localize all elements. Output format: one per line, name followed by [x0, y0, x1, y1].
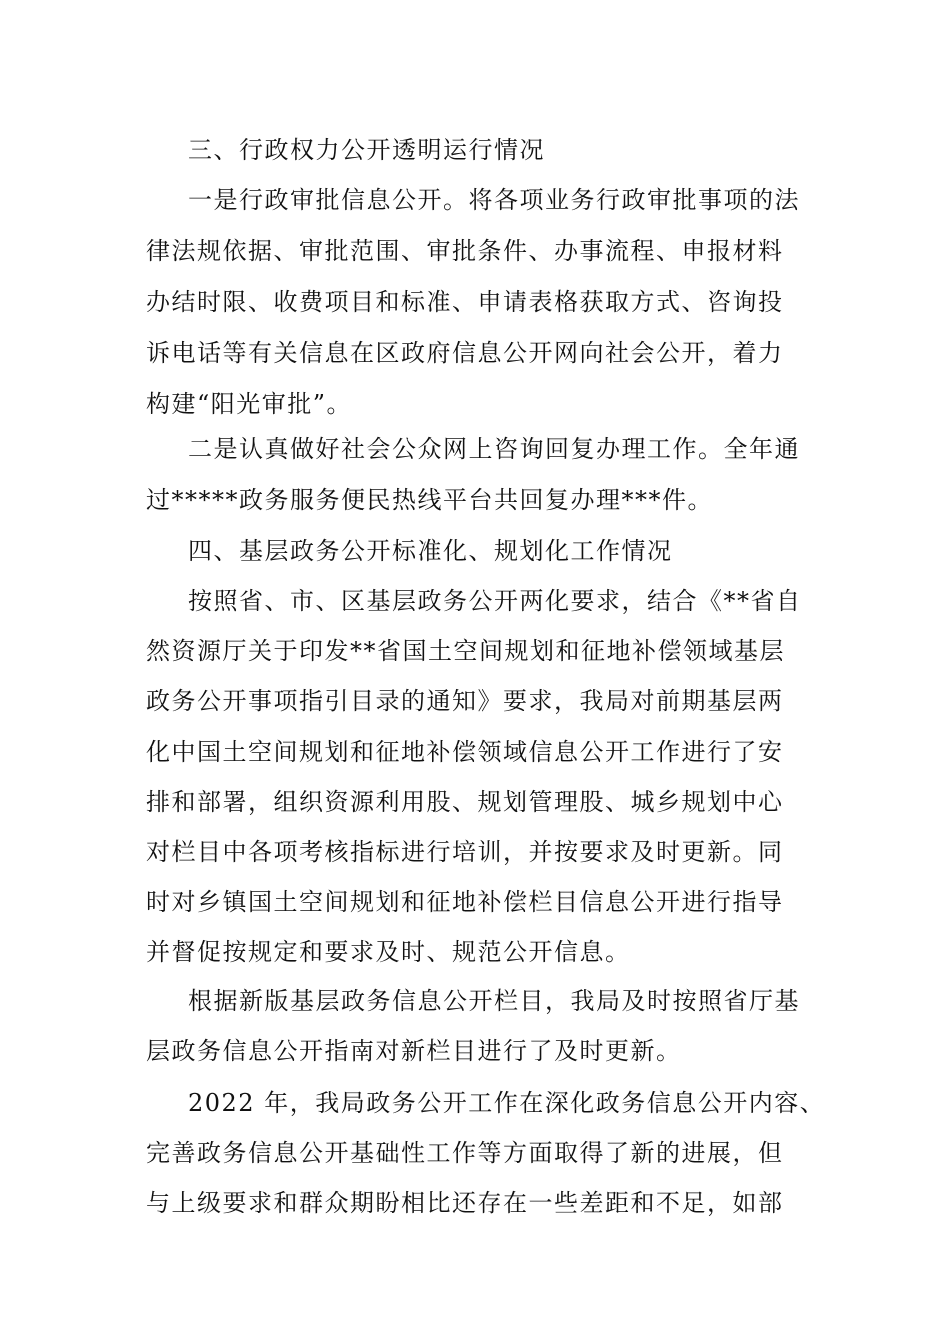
paragraph-line: 化中国土空间规划和征地补偿领域信息公开工作进行了安 — [146, 738, 784, 766]
paragraph-line: 一是行政审批信息公开。将各项业务行政审批事项的法 — [188, 186, 800, 214]
paragraph-line: 对栏目中各项考核指标进行培训，并按要求及时更新。同 — [146, 838, 784, 866]
paragraph-line: 完善政务信息公开基础性工作等方面取得了新的进展，但 — [146, 1139, 784, 1167]
paragraph-line: 律法规依据、审批范围、审批条件、办事流程、申报材料 — [146, 237, 784, 265]
paragraph-line: 时对乡镇国土空间规划和征地补偿栏目信息公开进行指导 — [146, 888, 784, 916]
paragraph-line: 构建“阳光审批”。 — [146, 390, 353, 418]
paragraph-line: 二是认真做好社会公众网上咨询回复办理工作。全年通 — [188, 435, 800, 463]
paragraph-line: 诉电话等有关信息在区政府信息公开网向社会公开，着力 — [146, 339, 784, 367]
paragraph-line: 政务公开事项指引目录的通知》要求，我局对前期基层两 — [146, 687, 784, 715]
section-heading-4: 四、基层政务公开标准化、规划化工作情况 — [188, 537, 673, 565]
paragraph-line: 层政务信息公开指南对新栏目进行了及时更新。 — [146, 1037, 682, 1065]
paragraph-line: 与上级要求和群众期盼相比还存在一些差距和不足，如部 — [146, 1189, 784, 1217]
paragraph-line: 2022 年，我局政务公开工作在深化政务信息公开内容、 — [188, 1089, 826, 1117]
paragraph-line: 办结时限、收费项目和标准、申请表格获取方式、咨询投 — [146, 288, 784, 316]
paragraph-line: 根据新版基层政务信息公开栏目，我局及时按照省厅基 — [188, 987, 800, 1015]
section-heading-3: 三、行政权力公开透明运行情况 — [188, 136, 545, 164]
paragraph-line: 按照省、市、区基层政务公开两化要求，结合《**省自 — [188, 587, 802, 615]
paragraph-line: 然资源厅关于印发**省国土空间规划和征地补偿领域基层 — [146, 637, 785, 665]
paragraph-line: 并督促按规定和要求及时、规范公开信息。 — [146, 938, 631, 966]
paragraph-line: 过*****政务服务便民热线平台共回复办理***件。 — [146, 486, 713, 514]
paragraph-line: 排和部署，组织资源利用股、规划管理股、城乡规划中心 — [146, 788, 784, 816]
